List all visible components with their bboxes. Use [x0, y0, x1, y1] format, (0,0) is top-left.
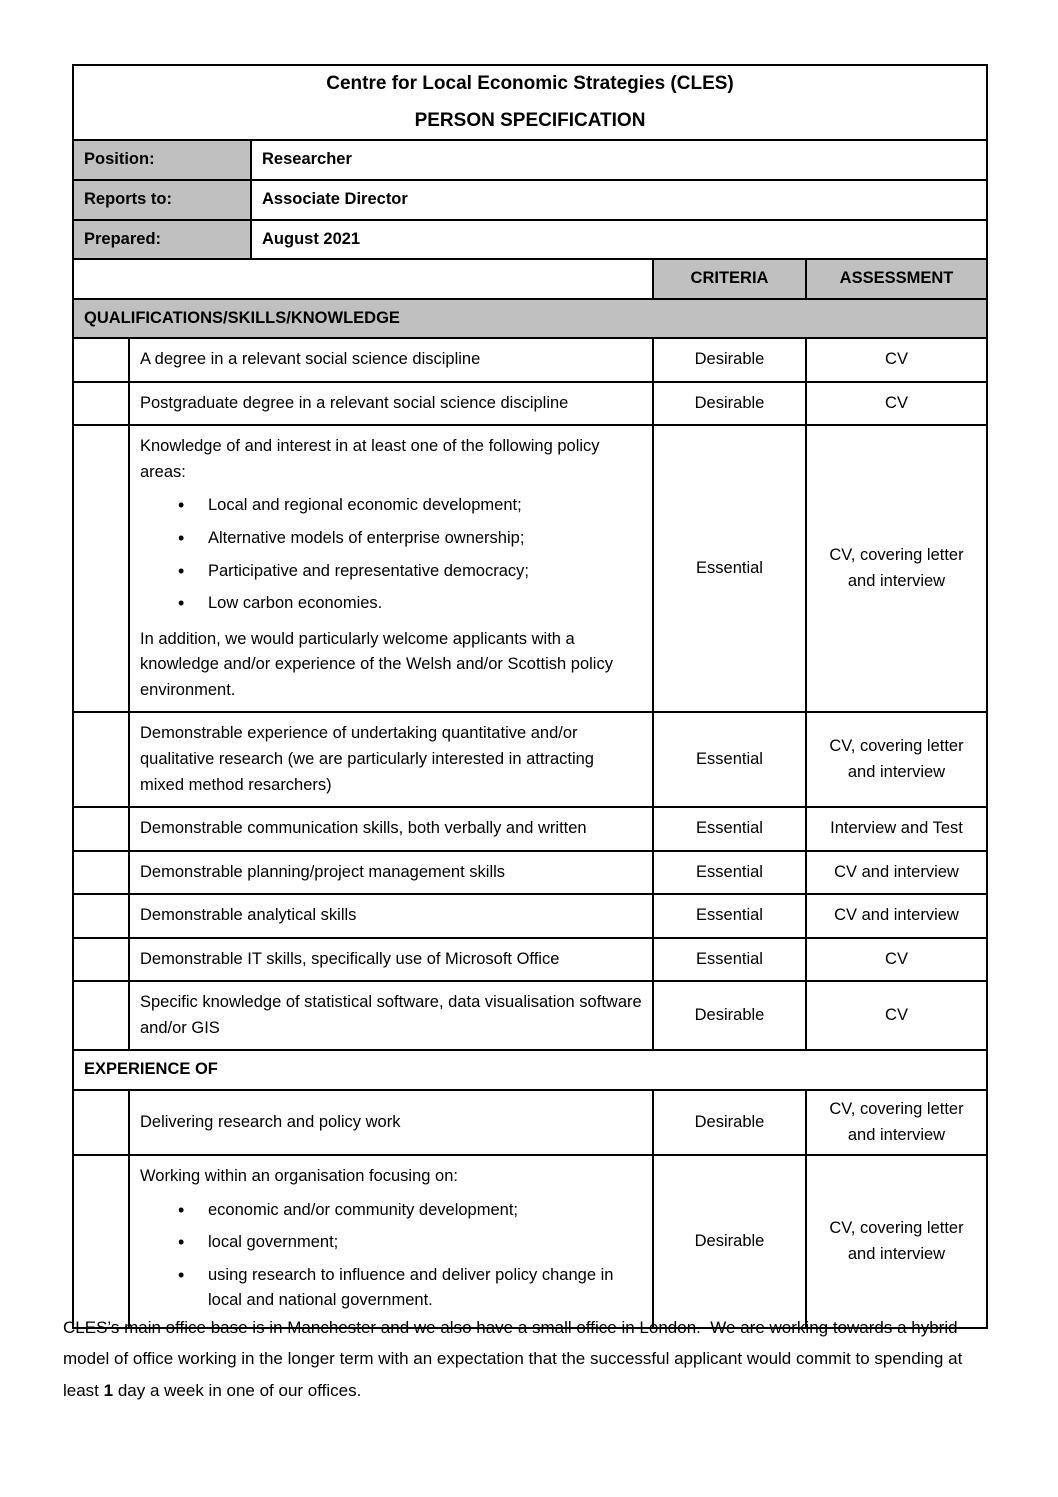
row-index-cell	[73, 1090, 129, 1155]
description-text: Demonstrable communication skills, both verbally and written	[140, 819, 587, 838]
row-criteria: Desirable	[653, 1090, 806, 1155]
row-assessment: CV, covering letter and interview	[806, 712, 987, 807]
row-assessment: CV	[806, 338, 987, 382]
page-subtitle: PERSON SPECIFICATION	[414, 109, 646, 131]
meta-value-reports-to: Associate Director	[251, 180, 987, 220]
row-description	[129, 894, 653, 938]
row-description	[129, 851, 653, 895]
row-criteria: Essential	[653, 425, 806, 712]
table-row	[73, 1155, 987, 1328]
table-row	[73, 382, 987, 426]
bullet-list	[140, 493, 642, 616]
row-assessment: CV	[806, 981, 987, 1050]
table-row	[73, 938, 987, 982]
table-row	[73, 712, 987, 807]
row-assessment: CV	[806, 382, 987, 426]
page-title: Centre for Local Economic Strategies (CLES)	[326, 73, 734, 94]
row-assessment: CV, covering letter and interview	[806, 1090, 987, 1155]
meta-value-prepared: August 2021	[251, 220, 987, 260]
row-description	[129, 338, 653, 382]
row-criteria: Desirable	[653, 981, 806, 1050]
row-assessment: CV	[806, 938, 987, 982]
table-row	[73, 425, 987, 712]
column-header-assessment: ASSESSMENT	[806, 259, 987, 299]
row-criteria: Desirable	[653, 338, 806, 382]
document-title-cell	[73, 65, 987, 140]
row-description	[129, 712, 653, 807]
row-criteria: Desirable	[653, 1155, 806, 1328]
bullet-list	[140, 1198, 642, 1314]
footer-note	[63, 1312, 995, 1406]
description-text: Postgraduate degree in a relevant social science discipline	[140, 393, 569, 412]
description-text: Knowledge of and interest in at least one of the following policy areas:	[140, 437, 600, 481]
row-index-cell	[73, 382, 129, 426]
row-criteria: Essential	[653, 894, 806, 938]
row-assessment: Interview and Test	[806, 807, 987, 851]
row-assessment: CV and interview	[806, 894, 987, 938]
meta-label-prepared: Prepared:	[73, 220, 251, 260]
footer-text-part1: CLES’s main office base is in Manchester and we also have a small office in London. We are working towards a hybrid model of office working in the longer term with an expectation that the successful applicant would commit to spending at least	[63, 1318, 968, 1400]
row-assessment: CV and interview	[806, 851, 987, 895]
row-index-cell	[73, 981, 129, 1050]
title-row	[73, 65, 987, 140]
description-text: Working within an organisation focusing on:	[140, 1167, 458, 1186]
bullet-item: • local government;	[178, 1230, 642, 1256]
bullet-item: • Participative and representative democracy;	[178, 559, 642, 585]
section-heading-row	[73, 299, 987, 339]
bullet-item: • Alternative models of enterprise ownership;	[178, 526, 642, 552]
row-index-cell	[73, 851, 129, 895]
table-row	[73, 894, 987, 938]
meta-label-reports-to: Reports to:	[73, 180, 251, 220]
column-header-row	[73, 259, 987, 299]
row-criteria: Desirable	[653, 382, 806, 426]
row-description	[129, 938, 653, 982]
meta-row-position	[73, 140, 987, 180]
person-specification-table	[72, 64, 988, 1329]
table-row	[73, 1090, 987, 1155]
column-header-spacer	[73, 259, 653, 299]
row-criteria: Essential	[653, 712, 806, 807]
footer-text-part2: day a week in one of our offices.	[113, 1380, 362, 1400]
row-description	[129, 981, 653, 1050]
row-criteria: Essential	[653, 851, 806, 895]
row-index-cell	[73, 425, 129, 712]
row-index-cell	[73, 712, 129, 807]
row-assessment: CV, covering letter and interview	[806, 425, 987, 712]
row-index-cell	[73, 894, 129, 938]
meta-value-position: Researcher	[251, 140, 987, 180]
row-description	[129, 425, 653, 712]
bullet-item: • using research to influence and deliver policy change in local and national government.	[178, 1263, 642, 1314]
table-row	[73, 807, 987, 851]
row-description	[129, 382, 653, 426]
column-header-criteria: CRITERIA	[653, 259, 806, 299]
meta-label-position: Position:	[73, 140, 251, 180]
row-description	[129, 807, 653, 851]
section-heading-row	[73, 1050, 987, 1090]
description-text: Demonstrable planning/project management skills	[140, 862, 506, 881]
description-text: Specific knowledge of statistical software, data visualisation software and/or GIS	[140, 993, 642, 1037]
section-heading: QUALIFICATIONS/SKILLS/KNOWLEDGE	[73, 299, 987, 339]
description-text: Demonstrable experience of undertaking quantitative and/or qualitative research (we are particularly interested in attracting mixed method resarchers)	[140, 724, 594, 794]
description-text: Demonstrable analytical skills	[140, 906, 357, 925]
meta-row-reports-to	[73, 180, 987, 220]
footer-text-bold: 1	[103, 1380, 114, 1400]
description-text: Demonstrable IT skills, specifically use of Microsoft Office	[140, 949, 560, 968]
bullet-item: • Local and regional economic development;	[178, 493, 642, 519]
description-text: Delivering research and policy work	[140, 1112, 401, 1131]
bullet-item: • Low carbon economies.	[178, 591, 642, 617]
row-index-cell	[73, 338, 129, 382]
description-text: A degree in a relevant social science discipline	[140, 350, 481, 369]
row-criteria: Essential	[653, 807, 806, 851]
description-after-text: In addition, we would particularly welcome applicants with a knowledge and/or experience of the Welsh and/or Scottish policy environment.	[140, 629, 613, 699]
row-index-cell	[73, 807, 129, 851]
meta-row-prepared	[73, 220, 987, 260]
table-row	[73, 851, 987, 895]
section-heading: EXPERIENCE OF	[73, 1050, 987, 1090]
row-assessment: CV, covering letter and interview	[806, 1155, 987, 1328]
row-description	[129, 1155, 653, 1328]
spec-table-body	[73, 299, 987, 1328]
table-row	[73, 981, 987, 1050]
row-index-cell	[73, 1155, 129, 1328]
table-row	[73, 338, 987, 382]
row-description	[129, 1090, 653, 1155]
row-index-cell	[73, 938, 129, 982]
bullet-item: • economic and/or community development;	[178, 1198, 642, 1224]
row-criteria: Essential	[653, 938, 806, 982]
